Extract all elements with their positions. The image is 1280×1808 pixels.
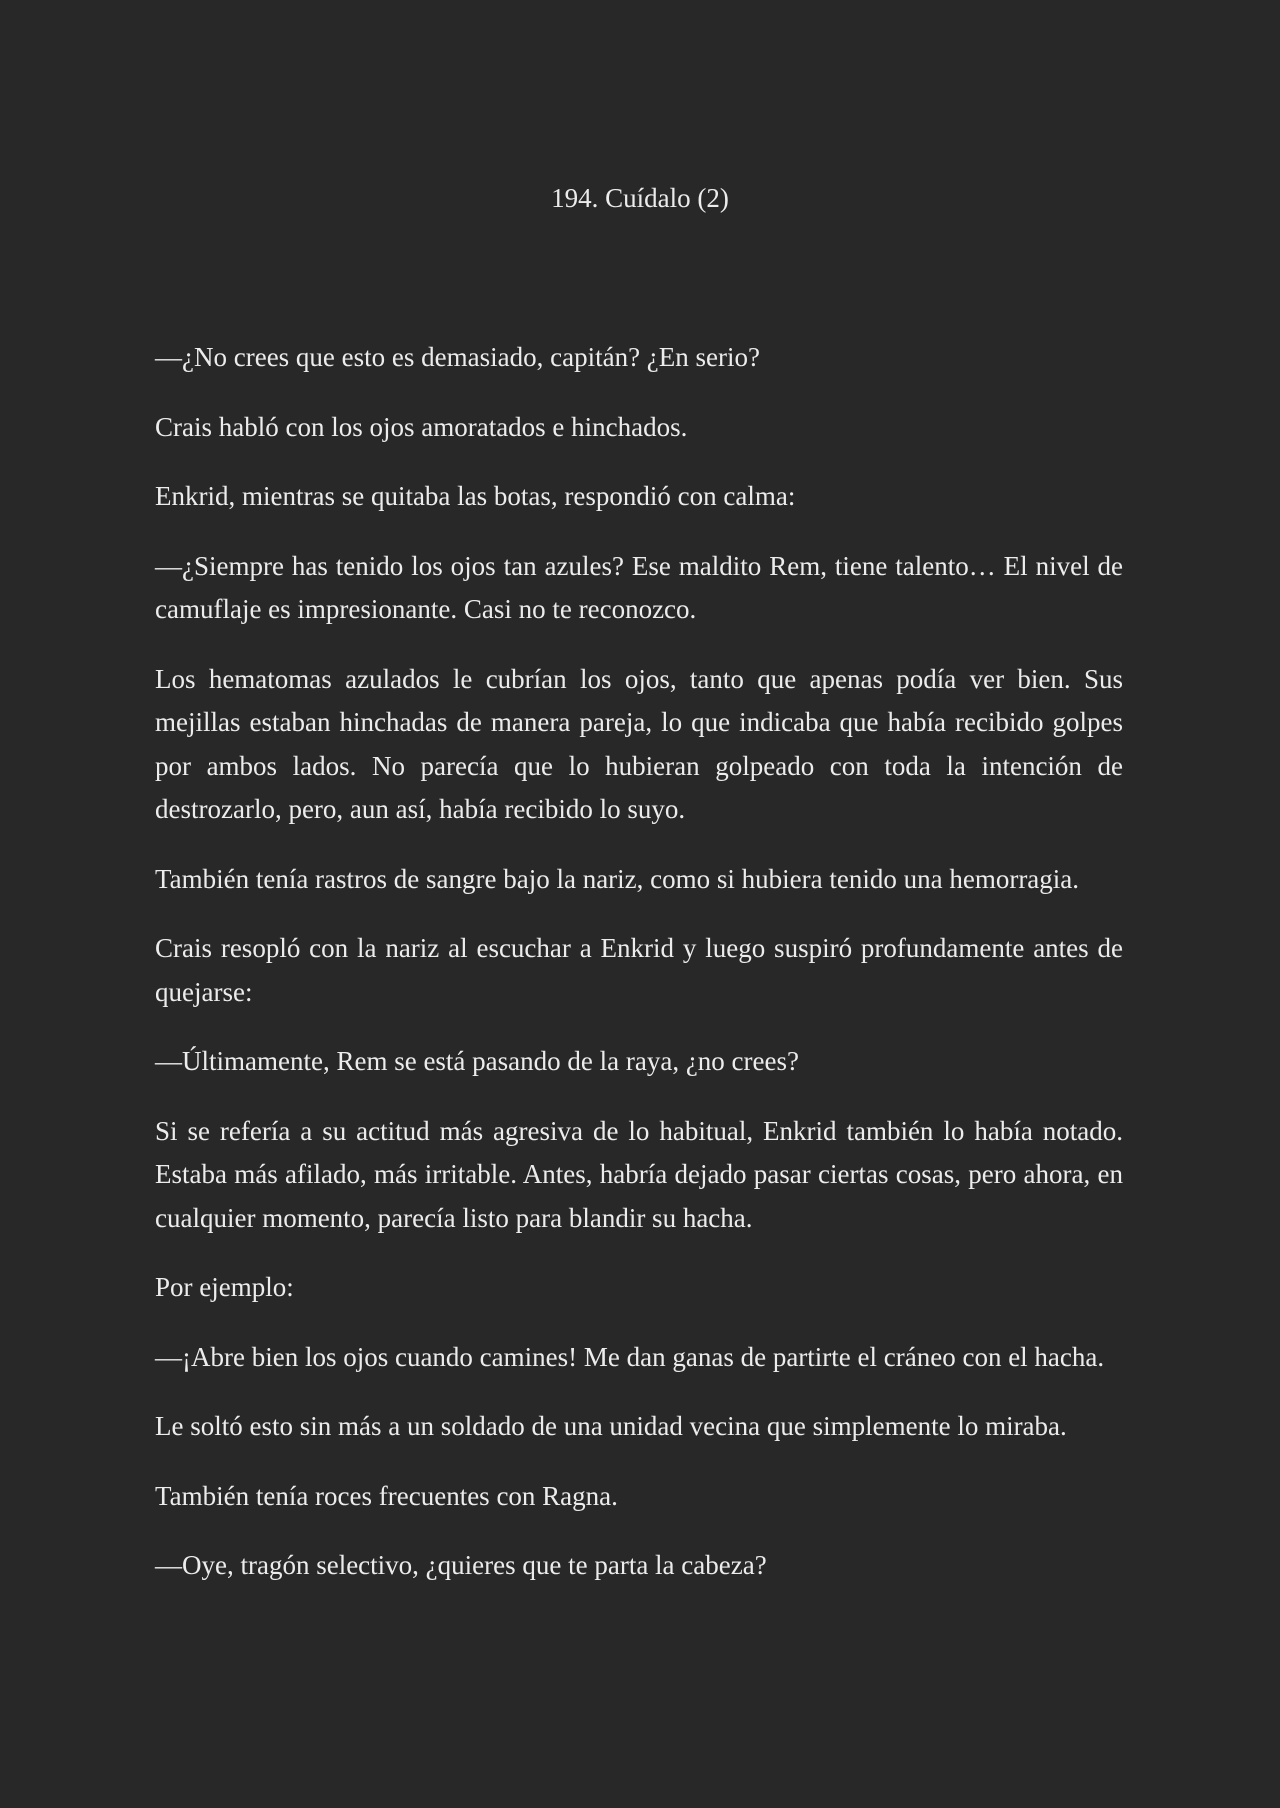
paragraph: —¿No crees que esto es demasiado, capitán? ¿En serio? — [155, 342, 760, 372]
paragraph: Crais resopló con la nariz al escuchar a Enkrid y luego suspiró profundamente antes de quejarse: — [155, 933, 1123, 1007]
paragraph: Si se refería a su actitud más agresiva de lo habitual, Enkrid también lo había notado. Estaba más afilado, más irritable. Antes, habría dejado pasar ciertas cosas, pero ahora, en cualquier momento, parecía listo para blandir su hacha. — [155, 1115, 1123, 1233]
paragraph: También tenía roces frecuentes con Ragna. — [155, 1480, 618, 1511]
paragraph: —¡Abre bien los ojos cuando camines! Me dan ganas de partirte el cráneo con el hacha. — [155, 1341, 1105, 1372]
paragraph: —Oye, tragón selectivo, ¿quieres que te parta la cabeza? — [155, 1550, 767, 1580]
chapter-body — [155, 336, 1123, 1614]
paragraph: Crais habló con los ojos amoratados e hinchados. — [155, 411, 688, 442]
paragraph: Los hematomas azulados le cubrían los ojos, tanto que apenas podía ver bien. Sus mejillas estaban hinchadas de manera pareja, lo que indicaba que había recibido golpes por ambos lados. No parecía que lo hubieran golpeado con toda la intención de destrozarlo, pero, aun así, había recibido lo suyo. — [155, 663, 1123, 824]
paragraph: Por ejemplo: — [155, 1272, 294, 1302]
paragraph: Enkrid, mientras se quitaba las botas, respondió con calma: — [155, 481, 796, 511]
paragraph: También tenía rastros de sangre bajo la nariz, como si hubiera tenido una hemorragia. — [155, 863, 1080, 894]
paragraph: Le soltó esto sin más a un soldado de una unidad vecina que simplemente lo miraba. — [155, 1411, 1067, 1441]
chapter-title: 194. Cuídalo (2) — [551, 183, 729, 213]
paragraph: —¿Siempre has tenido los ojos tan azules? Ese maldito Rem, tiene talento… El nivel de camuflaje es impresionante. Casi no te reconozco. — [155, 550, 1123, 624]
paragraph: —Últimamente, Rem se está pasando de la raya, ¿no crees? — [155, 1046, 799, 1076]
